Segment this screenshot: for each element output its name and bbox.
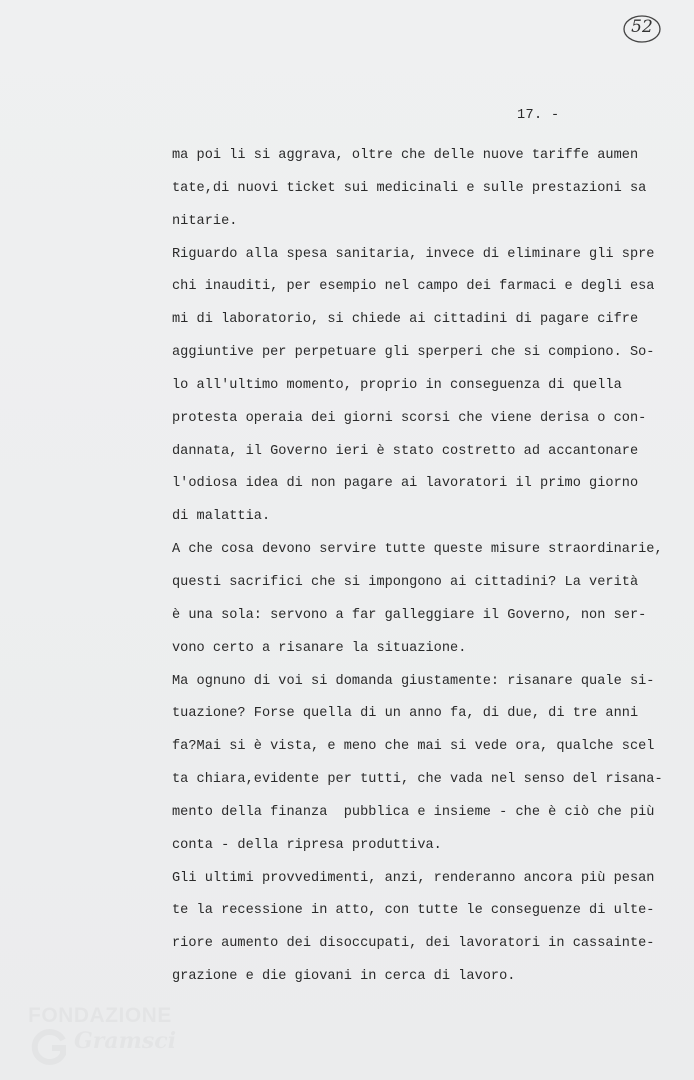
folio-number — [622, 14, 662, 44]
fondazione-logo-icon — [30, 1028, 68, 1066]
text-line: lo all'ultimo momento, proprio in conseguenza di quella — [172, 377, 622, 393]
text-line: questi sacrifici che si impongono ai cittadini? La verità — [172, 574, 639, 590]
text-line: grazione e die giovani in cerca di lavoro. — [172, 969, 516, 985]
text-line: te la recessione in atto, con tutte le conseguenze di ulte- — [172, 903, 655, 919]
text-line: Riguardo alla spesa sanitaria, invece di eliminare gli spre — [172, 246, 655, 262]
text-line: ta chiara,evidente per tutti, che vada nel senso del risana- — [172, 772, 663, 788]
watermark — [28, 1004, 188, 1074]
text-line: ma poi li si aggrava, oltre che delle nuove tariffe aumen — [172, 148, 639, 163]
watermark-line2: Gramsci — [74, 1028, 177, 1054]
text-line: tuazione? Forse quella di un anno fa, di due, di tre anni — [172, 706, 639, 722]
text-line: A che cosa devono servire tutte queste misure straordinarie, — [172, 542, 663, 558]
text-line: fa?Mai si è vista, e meno che mai si vede ora, qualche scel — [172, 739, 655, 755]
body-text — [172, 140, 672, 994]
text-line: Ma ognuno di voi si domanda giustamente: risanare quale si- — [172, 673, 655, 689]
text-line: nitarie. — [172, 213, 238, 229]
watermark-line1: FONDAZIONE — [28, 1004, 172, 1027]
text-line: tate,di nuovi ticket sui medicinali e sulle prestazioni sa — [172, 180, 647, 196]
text-line: aggiuntive per perpetuare gli sperperi che si compiono. So- — [172, 345, 655, 361]
text-line: mi di laboratorio, si chiede ai cittadini di pagare cifre — [172, 312, 639, 328]
text-line: di malattia. — [172, 509, 271, 525]
text-line: Gli ultimi provvedimenti, anzi, renderanno ancora più pesan — [172, 870, 655, 886]
text-line: mento della finanza pubblica e insieme - che è ciò che più — [172, 804, 655, 820]
page-number: 17. - — [517, 108, 560, 123]
text-line: vono certo a risanare la situazione. — [172, 640, 467, 656]
text-line: protesta operaia dei giorni scorsi che viene derisa o con- — [172, 410, 647, 426]
text-line: riore aumento dei disoccupati, dei lavoratori in cassainte- — [172, 936, 655, 952]
text-line: chi inauditi, per esempio nel campo dei farmaci e degli esa — [172, 279, 655, 295]
text-line: l'odiosa idea di non pagare ai lavoratori il primo giorno — [172, 476, 639, 492]
folio-text: 52 — [631, 17, 653, 37]
text-line: dannata, il Governo ieri è stato costretto ad accantonare — [172, 443, 639, 459]
text-line: conta - della ripresa produttiva. — [172, 837, 442, 853]
text-line: è una sola: servono a far galleggiare il Governo, non ser- — [172, 607, 647, 623]
